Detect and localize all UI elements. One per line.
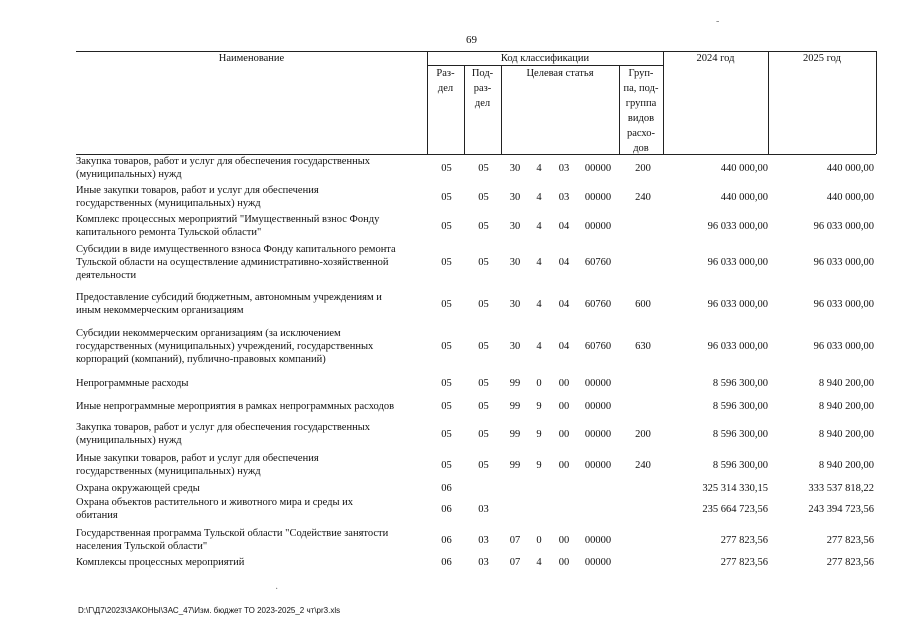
cell-y1: 440 000,00 — [720, 191, 768, 203]
cell-pr: 05 — [478, 298, 489, 310]
table-row — [76, 452, 876, 478]
header-name: Наименование — [218, 53, 285, 64]
cell-rz: 05 — [441, 428, 452, 440]
cell-ts4: 00000 — [584, 459, 612, 471]
row-name: Субсидии некоммерческим организациям (за исключением государственных (муниципальных) учреждений, государственных корпораций (компаний), публично-правовых компаний) — [76, 327, 374, 365]
cell-ts2: 4 — [536, 557, 542, 568]
cell-rz: 06 — [441, 557, 452, 568]
table-row — [76, 155, 876, 181]
cell-y1: 96 033 000,00 — [707, 220, 768, 232]
cell-ts4: 00000 — [584, 400, 612, 412]
cell-ts1: 30 — [509, 191, 521, 203]
cell-pr: 05 — [478, 340, 489, 352]
row-name: Закупка товаров, работ и услуг для обеспечения государственных (муниципальных) нужд — [76, 156, 371, 180]
cell-y1: 96 033 000,00 — [707, 298, 768, 310]
cell-y2: 96 033 000,00 — [813, 298, 874, 310]
cell-ts2: 4 — [536, 298, 542, 310]
cell-rz: 05 — [441, 220, 452, 232]
cell-pr: 05 — [478, 191, 489, 203]
cell-rz: 05 — [441, 256, 452, 268]
cell-rz: 05 — [441, 162, 452, 174]
cell-y2: 440 000,00 — [826, 162, 874, 174]
cell-rz: 05 — [441, 298, 452, 310]
cell-ts2: 4 — [536, 191, 542, 203]
row-name: Непрограммные расходы — [76, 377, 189, 389]
cell-ts4: 00000 — [584, 428, 612, 440]
cell-y1: 8 596 300,00 — [712, 400, 768, 412]
cell-ts1: 30 — [509, 220, 521, 232]
cell-vr: 240 — [635, 191, 651, 203]
header-year-2024: 2024 год — [696, 53, 735, 64]
scan-mark: - — [716, 16, 720, 27]
cell-pr: 05 — [478, 428, 489, 440]
cell-y2: 8 940 200,00 — [818, 459, 874, 471]
cell-y2: 8 940 200,00 — [818, 377, 874, 389]
cell-ts4: 00000 — [584, 557, 612, 568]
cell-ts4: 00000 — [584, 162, 612, 174]
row-name: Предоставление субсидий бюджетным, автономным учреждениям и иным некоммерческим организациям — [76, 292, 382, 316]
cell-y1: 96 033 000,00 — [707, 256, 768, 268]
cell-ts4: 60760 — [584, 256, 612, 268]
cell-ts2: 4 — [536, 220, 542, 232]
cell-ts1: 07 — [509, 557, 521, 568]
cell-rz: 06 — [441, 503, 452, 515]
cell-ts2: 0 — [536, 377, 542, 389]
cell-y2: 96 033 000,00 — [813, 340, 874, 352]
cell-y1: 8 596 300,00 — [712, 377, 768, 389]
cell-rz: 05 — [441, 459, 452, 471]
cell-ts1: 99 — [509, 428, 521, 440]
table-row — [76, 289, 876, 319]
cell-y1: 235 664 723,56 — [702, 503, 768, 515]
table-row — [76, 421, 876, 447]
cell-ts2: 9 — [536, 459, 542, 471]
cell-ts4: 00000 — [584, 191, 612, 203]
cell-ts2: 9 — [536, 428, 542, 440]
table-row — [76, 184, 876, 210]
cell-ts1: 30 — [509, 256, 521, 268]
cell-ts3: 00 — [558, 428, 570, 440]
row-name: Иные закупки товаров, работ и услуг для обеспечения государственных (муниципальных) нужд — [76, 185, 319, 209]
table-row — [76, 399, 876, 413]
table-row — [76, 376, 876, 390]
cell-ts2: 4 — [536, 340, 542, 352]
cell-y1: 8 596 300,00 — [712, 428, 768, 440]
cell-ts2: 0 — [536, 534, 542, 546]
table-row — [76, 527, 876, 553]
cell-pr: 03 — [478, 503, 489, 515]
cell-ts3: 00 — [558, 400, 570, 412]
cell-rz: 05 — [441, 377, 452, 389]
header-podrazdel: Под- раз- дел — [471, 68, 494, 109]
cell-ts3: 03 — [558, 191, 570, 203]
cell-y1: 325 314 330,15 — [702, 483, 768, 494]
table-row — [76, 496, 876, 522]
row-name: Государственная программа Тульской области "Содействие занятости населения Тульской области" — [76, 528, 389, 552]
cell-ts1: 99 — [509, 400, 521, 412]
row-name: Комплексы процессных мероприятий — [76, 557, 245, 568]
cell-rz: 06 — [441, 534, 452, 546]
cell-y2: 440 000,00 — [826, 191, 874, 203]
cell-y2: 96 033 000,00 — [813, 256, 874, 268]
cell-ts4: 00000 — [584, 220, 612, 232]
cell-ts3: 04 — [558, 256, 570, 268]
cell-y2: 243 394 723,56 — [808, 503, 874, 515]
table-row — [76, 556, 876, 569]
row-name: Иные закупки товаров, работ и услуг для обеспечения государственных (муниципальных) нужд — [76, 453, 319, 477]
cell-y2: 277 823,56 — [826, 557, 874, 568]
cell-ts3: 00 — [558, 459, 570, 471]
header-expense-group: Груп- па, под- группа видов расхо- дов — [623, 68, 659, 154]
cell-y2: 8 940 200,00 — [818, 400, 874, 412]
cell-y1: 8 596 300,00 — [712, 459, 768, 471]
cell-vr: 200 — [635, 428, 651, 440]
table-row — [76, 213, 876, 239]
row-name: Охрана окружающей среды — [76, 483, 200, 494]
cell-y2: 333 537 818,22 — [808, 483, 874, 494]
cell-pr: 03 — [478, 557, 489, 568]
cell-rz: 05 — [441, 400, 452, 412]
cell-ts3: 04 — [558, 298, 570, 310]
cell-ts1: 30 — [509, 298, 521, 310]
cell-pr: 05 — [478, 377, 489, 389]
table-row — [76, 325, 876, 367]
cell-y2: 8 940 200,00 — [818, 428, 874, 440]
cell-pr: 05 — [478, 220, 489, 232]
cell-ts2: 9 — [536, 400, 542, 412]
cell-y1: 440 000,00 — [720, 162, 768, 174]
cell-pr: 05 — [478, 459, 489, 471]
cell-ts1: 99 — [509, 459, 521, 471]
cell-pr: 03 — [478, 534, 489, 546]
table-row — [76, 242, 876, 282]
cell-ts3: 00 — [558, 557, 570, 568]
cell-ts4: 60760 — [584, 298, 612, 310]
cell-ts4: 00000 — [584, 377, 612, 389]
table-row — [76, 482, 876, 495]
cell-pr: 05 — [478, 256, 489, 268]
cell-rz: 06 — [441, 483, 452, 494]
row-name: Комплекс процессных мероприятий "Имущественный взнос Фонду капитального ремонта Тульской области" — [76, 214, 380, 238]
cell-pr: 05 — [478, 400, 489, 412]
cell-ts4: 00000 — [584, 534, 612, 546]
row-name: Охрана объектов растительного и животного мира и среды их обитания — [76, 497, 354, 521]
cell-rz: 05 — [441, 191, 452, 203]
header-year-2025: 2025 год — [803, 53, 841, 64]
cell-pr: 05 — [478, 162, 489, 174]
cell-y1: 277 823,56 — [720, 557, 768, 568]
cell-vr: 630 — [635, 340, 651, 352]
cell-y2: 96 033 000,00 — [813, 220, 874, 232]
cell-ts3: 03 — [558, 162, 570, 174]
cell-y1: 96 033 000,00 — [707, 340, 768, 352]
cell-ts1: 30 — [509, 340, 521, 352]
row-name: Закупка товаров, работ и услуг для обеспечения государственных (муниципальных) нужд — [76, 422, 371, 446]
cell-ts3: 00 — [558, 534, 570, 546]
cell-vr: 200 — [635, 162, 651, 174]
cell-ts1: 07 — [509, 534, 521, 546]
cell-vr: 240 — [635, 459, 651, 471]
cell-ts3: 00 — [558, 377, 570, 389]
row-name: Иные непрограммные мероприятия в рамках непрограммных расходов — [76, 400, 395, 412]
cell-ts2: 4 — [536, 256, 542, 268]
cell-ts1: 99 — [509, 377, 521, 389]
cell-ts3: 04 — [558, 220, 570, 232]
cell-ts4: 60760 — [584, 340, 612, 352]
row-name: Субсидии в виде имущественного взноса Фонду капитального ремонта Тульской области на осуществление административно-хозяйственной деятельности — [76, 243, 396, 281]
cell-rz: 05 — [441, 340, 452, 352]
header-target-article: Целевая статья — [526, 68, 594, 79]
cell-ts1: 30 — [509, 162, 521, 174]
footer-file-path: D:\Г\Д7\2023\ЗАКОНЫ\ЗАС_47\Изм. бюджет ТО 2023-2025_2 чт\pr3.xls — [78, 606, 341, 615]
cell-ts2: 4 — [536, 162, 542, 174]
header-razdel: Раз- дел — [436, 68, 455, 94]
cell-y2: 277 823,56 — [826, 534, 874, 546]
cell-y1: 277 823,56 — [720, 534, 768, 546]
page-number: 69 — [466, 34, 477, 46]
scan-dot: · — [275, 584, 279, 595]
header-code: Код классификации — [500, 53, 590, 64]
cell-ts3: 04 — [558, 340, 570, 352]
cell-vr: 600 — [635, 298, 651, 310]
